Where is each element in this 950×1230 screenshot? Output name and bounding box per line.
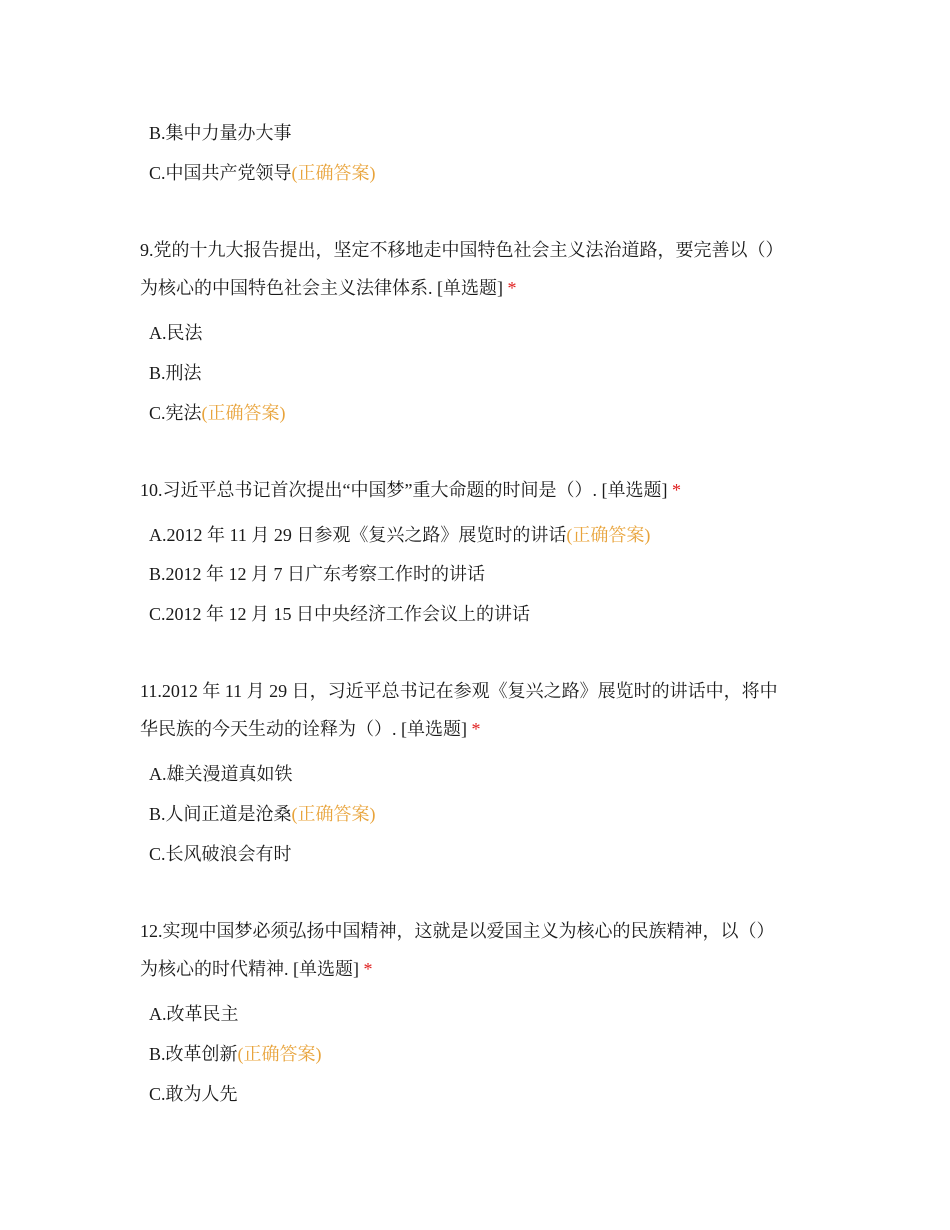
question-11-text-line1: 11.2012 年 11 月 29 日，习近平总书记在参观《复兴之路》展览时的讲话中，将中 — [140, 681, 778, 701]
required-marker: * — [507, 278, 517, 298]
option-item — [149, 762, 293, 786]
question-12-text-line2 — [140, 957, 373, 981]
option-label: B.刑法 — [149, 363, 202, 383]
option-item — [149, 121, 292, 145]
option-item — [149, 1082, 238, 1106]
option-item — [149, 321, 203, 345]
required-marker: * — [471, 719, 481, 739]
option-label: A.民法 — [149, 323, 203, 343]
option-label: A.2012 年 11 月 29 日参观《复兴之路》展览时的讲话 — [149, 525, 567, 545]
option-item — [149, 361, 202, 385]
correct-answer-tag: (正确答案) — [291, 804, 376, 824]
option-item — [149, 401, 286, 425]
question-12-text-line1: 12.实现中国梦必须弘扬中国精神，这就是以爱国主义为核心的民族精神，以（） — [140, 921, 775, 941]
option-label: B.2012 年 12 月 7 日广东考察工作时的讲话 — [149, 564, 486, 584]
option-label: C.2012 年 12 月 15 日中央经济工作会议上的讲话 — [149, 604, 531, 624]
option-item — [149, 161, 376, 185]
option-item — [149, 802, 376, 826]
required-marker: * — [671, 480, 681, 500]
option-label: A.雄关漫道真如铁 — [149, 764, 293, 784]
question-12-text-line2-body: 为核心的时代精神. [单选题] — [140, 959, 359, 979]
option-label: C.中国共产党领导 — [149, 163, 292, 183]
question-10-text-line1 — [140, 478, 681, 502]
correct-answer-tag: (正确答案) — [291, 163, 376, 183]
question-9-text-line2-body: 为核心的中国特色社会主义法律体系. [单选题] — [140, 278, 503, 298]
option-item — [149, 1042, 322, 1066]
option-item — [149, 523, 650, 547]
option-item — [149, 562, 485, 586]
option-item — [149, 842, 292, 866]
option-label: B.人间正道是沧桑 — [149, 804, 292, 824]
option-label: B.改革创新 — [149, 1044, 238, 1064]
correct-answer-tag: (正确答案) — [237, 1044, 322, 1064]
question-11-text-line2 — [140, 717, 481, 741]
option-label: C.长风破浪会有时 — [149, 844, 292, 864]
option-label: C.敢为人先 — [149, 1084, 238, 1104]
correct-answer-tag: (正确答案) — [566, 525, 651, 545]
option-item — [149, 1002, 239, 1026]
question-9-text-line2 — [140, 276, 517, 300]
correct-answer-tag: (正确答案) — [201, 403, 286, 423]
option-label: A.改革民主 — [149, 1004, 239, 1024]
option-item — [149, 602, 530, 626]
question-10-text-body: 10.习近平总书记首次提出“中国梦”重大命题的时间是（）. [单选题] — [140, 480, 668, 500]
required-marker: * — [363, 959, 373, 979]
question-11-text-line2-body: 华民族的今天生动的诠释为（）. [单选题] — [140, 719, 467, 739]
option-label: C.宪法 — [149, 403, 202, 423]
option-label: B.集中力量办大事 — [149, 123, 292, 143]
question-9-text-line1: 9.党的十九大报告提出，坚定不移地走中国特色社会主义法治道路，要完善以（） — [140, 240, 784, 260]
